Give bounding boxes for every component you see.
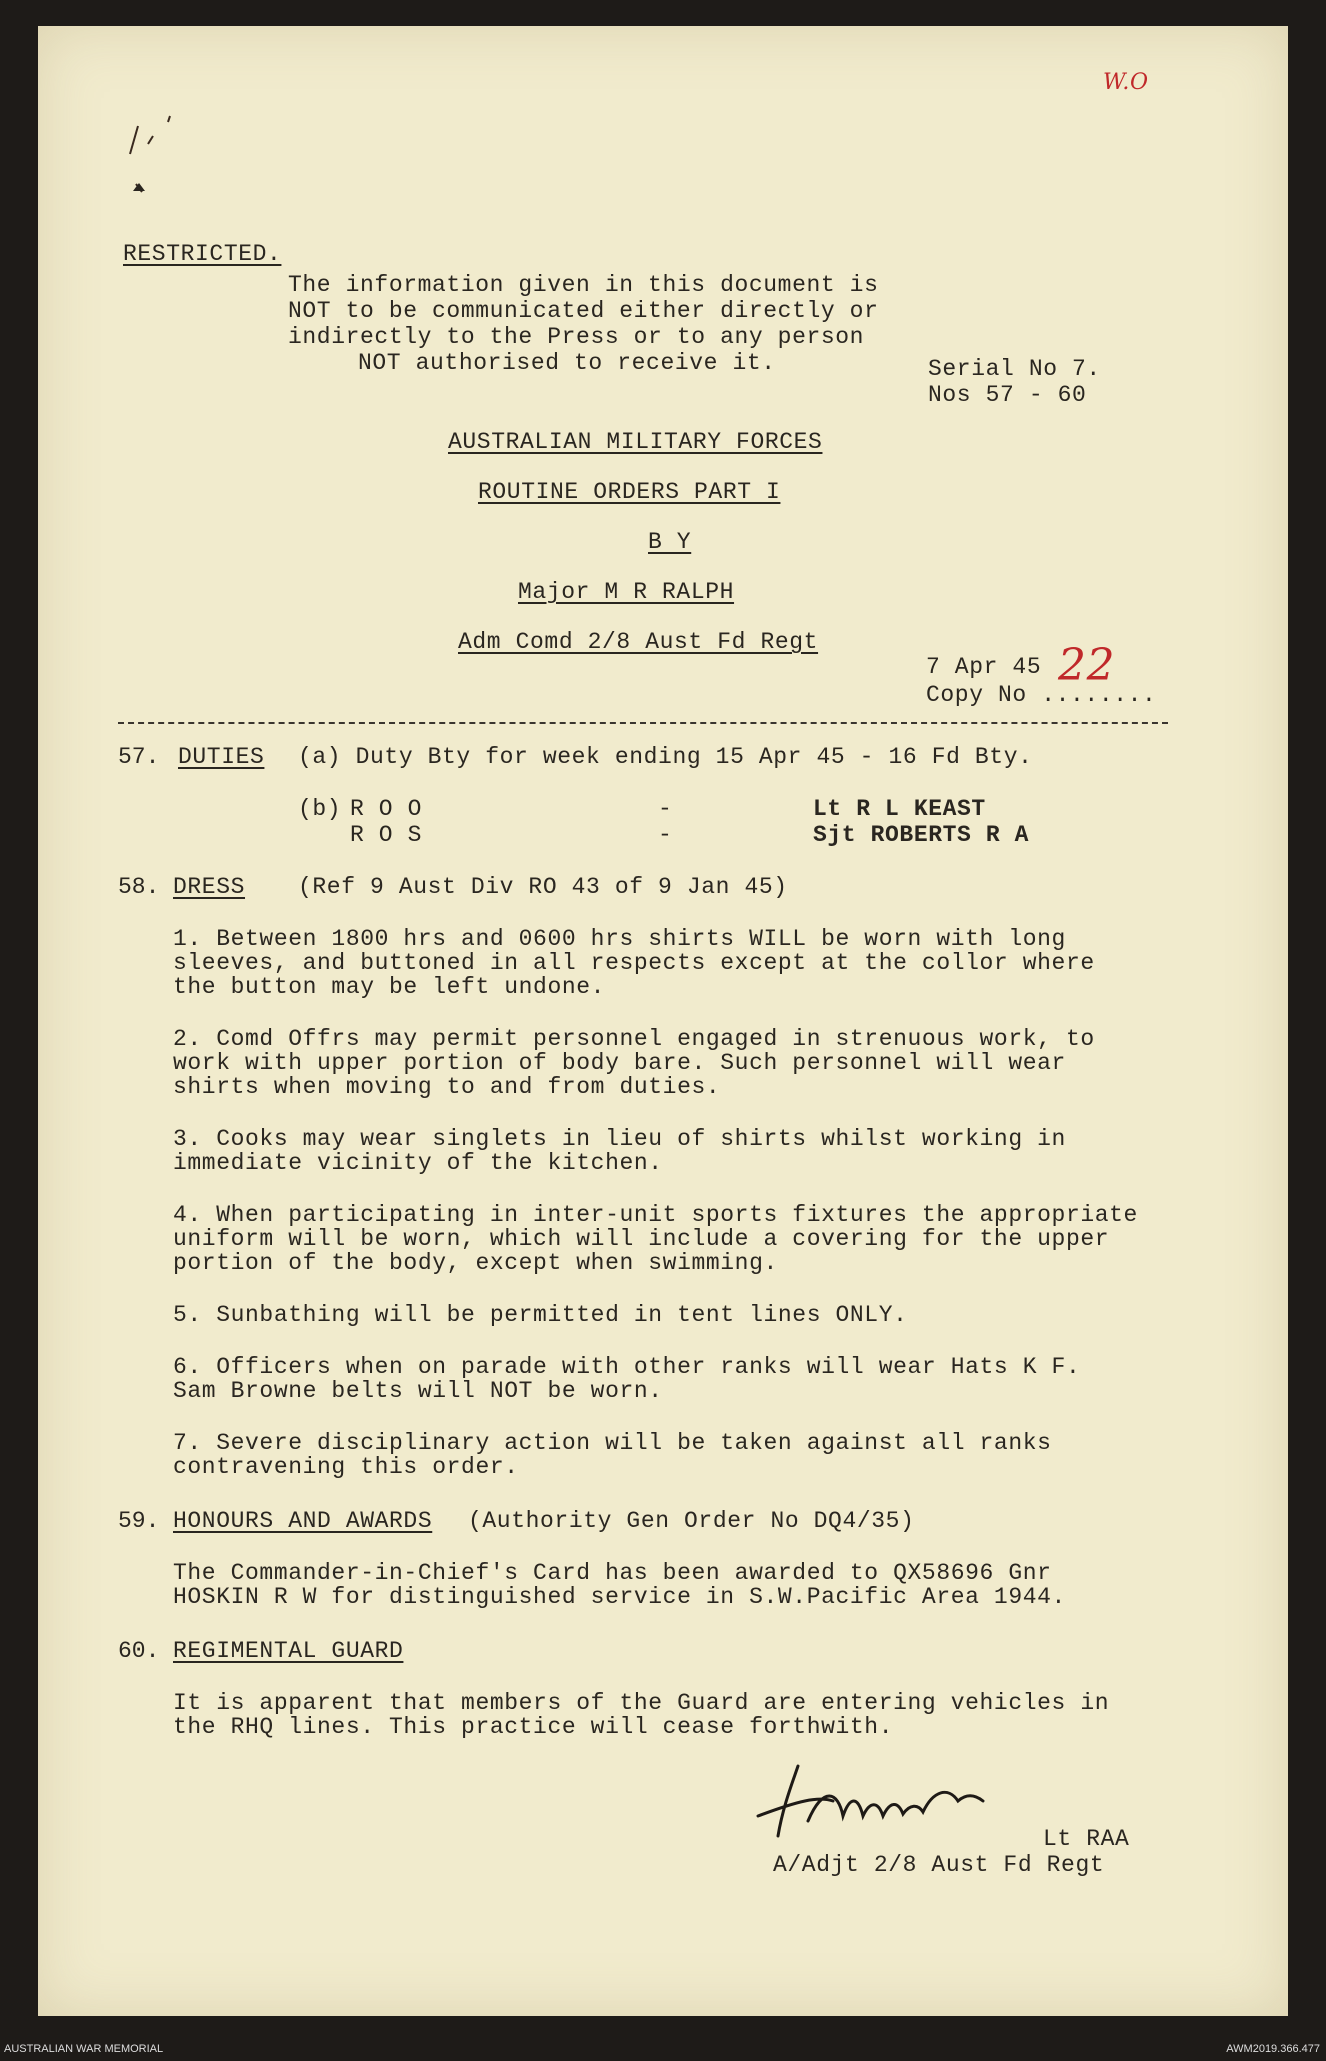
dress-p2-line-1: 2. Comd Offrs may permit personnel engaged in strenuous work, to	[173, 1026, 1095, 1052]
handwritten-signature	[738, 1746, 998, 1856]
copy-label: Copy No ........	[926, 682, 1157, 708]
title-line-3: B Y	[648, 529, 692, 555]
dress-p3-line-2: immediate vicinity of the kitchen.	[173, 1150, 663, 1176]
dress-p2-line-2: work with upper portion of body bare. Such personnel will wear	[173, 1050, 1066, 1076]
dress-p1-line-1: 1. Between 1800 hrs and 0600 hrs shirts WILL be worn with long	[173, 926, 1066, 952]
dress-p2-line-3: shirts when moving to and from duties.	[173, 1074, 721, 1100]
divider	[118, 722, 1168, 724]
ink-marks-icon	[108, 96, 188, 206]
order-date: 7 Apr 45	[926, 654, 1042, 680]
ros-label: R O S	[350, 822, 423, 848]
order-59-number: 59.	[118, 1508, 160, 1534]
dress-p1-line-3: the button may be left undone.	[173, 974, 606, 1000]
restricted-line-1: The information given in this document is	[288, 272, 879, 298]
ros-dash: -	[658, 822, 673, 848]
roo-dash: -	[658, 796, 673, 822]
dress-p3-line-1: 3. Cooks may wear singlets in lieu of shirts whilst working in	[173, 1126, 1066, 1152]
dress-p7-line-2: contravening this order.	[173, 1454, 519, 1480]
title-line-4: Major M R RALPH	[518, 579, 735, 605]
serial-number: Serial No 7.	[928, 356, 1101, 382]
dress-p4-line-3: portion of the body, except when swimming.	[173, 1250, 778, 1276]
footer-right: AWM2019.366.477	[1226, 2043, 1320, 2055]
roo-name: Lt R L KEAST	[813, 796, 986, 822]
restricted-heading: RESTRICTED.	[123, 241, 282, 267]
guard-line-1: It is apparent that members of the Guard are entering vehicles in	[173, 1690, 1110, 1716]
order-60-title: REGIMENTAL GUARD	[173, 1638, 404, 1664]
signatory-appointment: A/Adjt 2/8 Aust Fd Regt	[773, 1852, 1105, 1878]
order-59-title: HONOURS AND AWARDS	[173, 1508, 433, 1534]
guard-line-2: the RHQ lines. This practice will cease forthwith.	[173, 1714, 894, 1740]
dress-p7-line-1: 7. Severe disciplinary action will be taken against all ranks	[173, 1430, 1052, 1456]
honours-line-1: The Commander-in-Chief's Card has been awarded to QX58696 Gnr	[173, 1560, 1052, 1586]
restricted-line-4: NOT authorised to receive it.	[358, 350, 776, 376]
dress-p1-line-2: sleeves, and buttoned in all respects except at the collor where	[173, 950, 1095, 976]
order-59-ref: (Authority Gen Order No DQ4/35)	[468, 1508, 915, 1534]
order-58-title: DRESS	[173, 874, 246, 900]
signatory-rank: Lt RAA	[1043, 1826, 1130, 1852]
footer-left: AUSTRALIAN WAR MEMORIAL	[4, 2043, 164, 2055]
order-60-number: 60.	[118, 1638, 160, 1664]
order-57-number: 57.	[118, 744, 160, 770]
order-58-ref: (Ref 9 Aust Div RO 43 of 9 Jan 45)	[298, 874, 788, 900]
roo-label: R O O	[350, 796, 423, 822]
title-line-5: Adm Comd 2/8 Aust Fd Regt	[458, 629, 819, 655]
order-58-number: 58.	[118, 874, 160, 900]
title-line-1: AUSTRALIAN MILITARY FORCES	[448, 429, 823, 455]
dress-p5-line-1: 5. Sunbathing will be permitted in tent lines ONLY.	[173, 1302, 908, 1328]
dress-p6-line-1: 6. Officers when on parade with other ranks will wear Hats K F.	[173, 1354, 1081, 1380]
restricted-line-2: NOT to be communicated either directly or	[288, 298, 879, 324]
order-57-b-label: (b)	[298, 796, 342, 822]
honours-line-2: HOSKIN R W for distinguished service in S.W.Pacific Area 1944.	[173, 1584, 1066, 1610]
restricted-line-3: indirectly to the Press or to any person	[288, 324, 865, 350]
order-57-title: DUTIES	[178, 744, 265, 770]
ros-name: Sjt ROBERTS R A	[813, 822, 1030, 848]
copy-number: 22	[1058, 640, 1116, 691]
document-page	[38, 26, 1288, 2016]
dress-p4-line-1: 4. When participating in inter-unit sports fixtures the appropriate	[173, 1202, 1138, 1228]
dress-p6-line-2: Sam Browne belts will NOT be worn.	[173, 1378, 663, 1404]
order-57-a: (a) Duty Bty for week ending 15 Apr 45 - 16 Fd Bty.	[298, 744, 1033, 770]
serial-nos: Nos 57 - 60	[928, 382, 1087, 408]
corner-mark: W.O	[1103, 70, 1149, 95]
dress-p4-line-2: uniform will be worn, which will include a covering for the upper	[173, 1226, 1110, 1252]
title-line-2: ROUTINE ORDERS PART I	[478, 479, 781, 505]
